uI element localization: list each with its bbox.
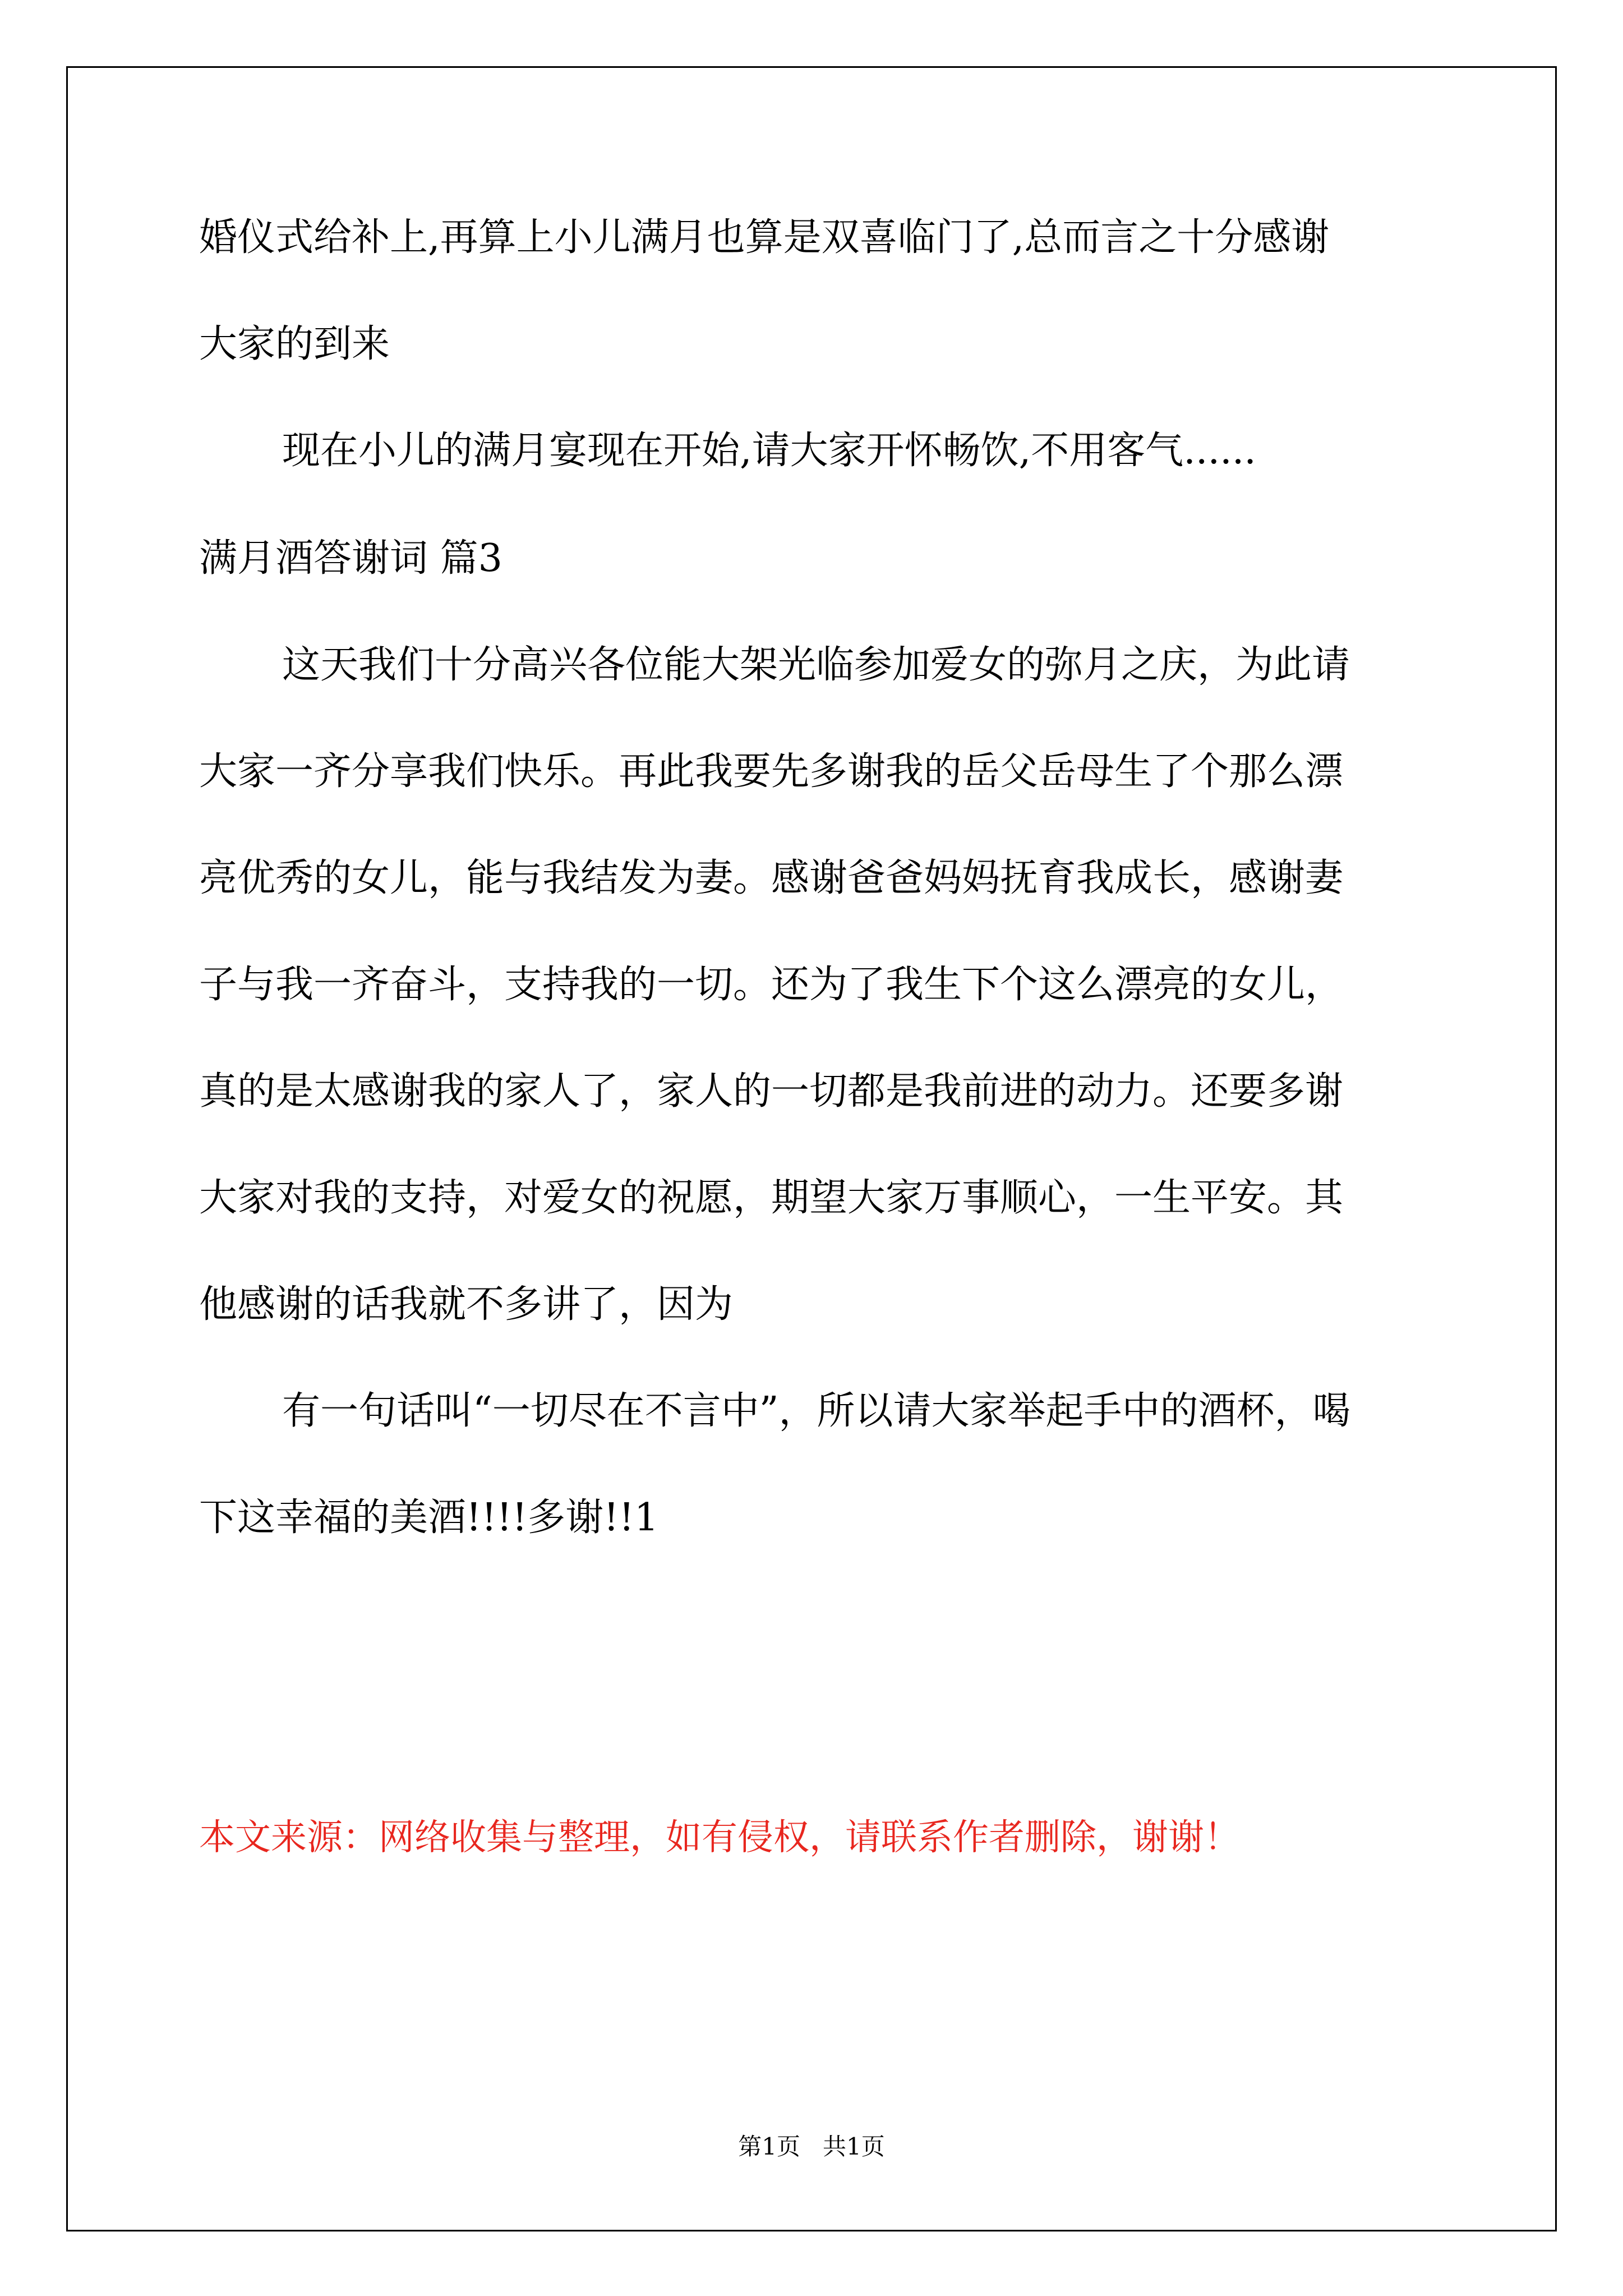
- paragraph-line: 亮优秀的女儿，能与我结发为妻。感谢爸爸妈妈抚育我成长，感谢妻: [199, 856, 1344, 900]
- paragraph-line: 下这幸福的美酒!!!!多谢!!1: [199, 1496, 659, 1540]
- page-footer: 第1页 共1页: [738, 2133, 885, 2160]
- source-note: 本文来源：网络收集与整理，如有侵权，请联系作者删除，谢谢！: [199, 1817, 1240, 1858]
- page-border: [66, 66, 1557, 2231]
- paragraph-line: 大家的到来: [199, 322, 390, 366]
- paragraph-line: 大家一齐分享我们快乐。再此我要先多谢我的岳父岳母生了个那么漂: [199, 749, 1344, 794]
- paragraph-line: 现在小儿的满月宴现在开始,请大家开怀畅饮,不用客气......: [282, 429, 1256, 473]
- paragraph-line: 他感谢的话我就不多讲了，因为: [199, 1282, 734, 1327]
- paragraph-line: 子与我一齐奋斗，支持我的一切。还为了我生下个这么漂亮的女儿，: [199, 963, 1344, 1007]
- section-heading: 满月酒答谢词 篇3: [199, 536, 502, 581]
- paragraph-line: 有一句话叫“一切尽在不言中”，所以请大家举起手中的酒杯，喝: [282, 1389, 1351, 1433]
- paragraph-line: 大家对我的支持，对爱女的祝愿，期望大家万事顺心，一生平安。其: [199, 1176, 1344, 1220]
- paragraph-line: 这天我们十分高兴各位能大架光临参加爱女的弥月之庆，为此请: [282, 643, 1350, 687]
- paragraph-line: 婚仪式给补上,再算上小儿满月也算是双喜临门了,总而言之十分感谢: [199, 215, 1330, 260]
- paragraph-line: 真的是太感谢我的家人了，家人的一切都是我前进的动力。还要多谢: [199, 1069, 1344, 1114]
